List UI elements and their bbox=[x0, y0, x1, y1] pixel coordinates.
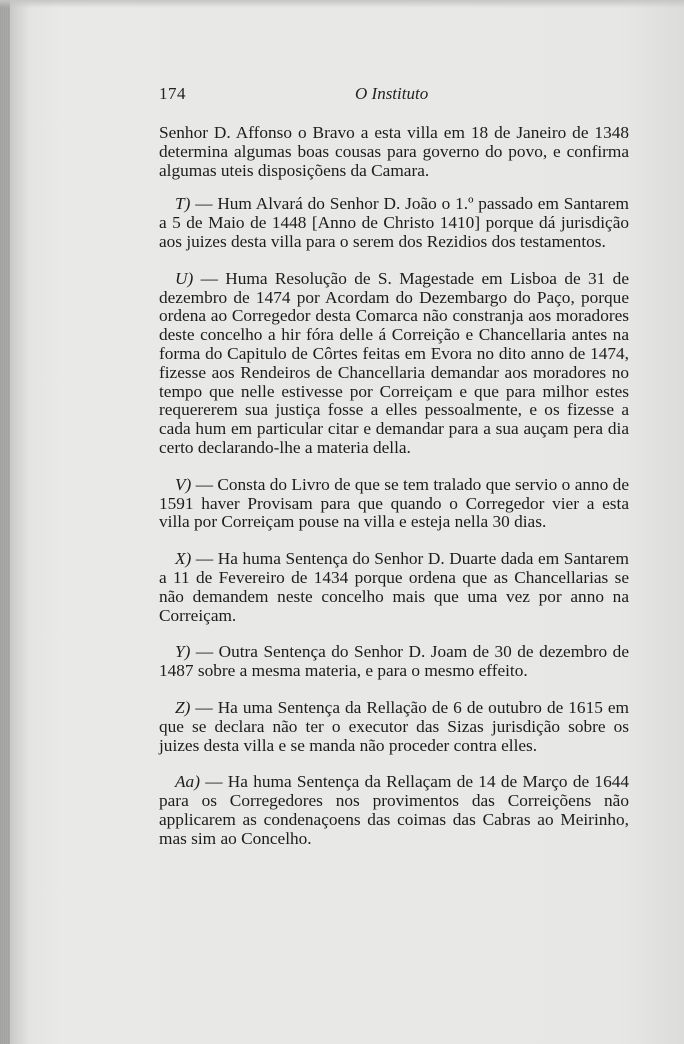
paragraph-u bbox=[159, 270, 629, 458]
paragraph-z bbox=[159, 699, 629, 755]
paragraph-text: — Ha huma Sentença da Rellaçam de 14 de Março de 1644 para os Corregedores nos provimentos das Correiçõens não applicarem as condenaçoens das coimas das Cabras ao Meirinho, mas sim ao Concelho. bbox=[159, 772, 629, 848]
paragraph-label: T) bbox=[175, 194, 191, 214]
paragraph-label: Y) bbox=[175, 642, 191, 662]
paragraph-text: — Huma Resolução de S. Magestade em Lisboa de 31 de dezembro de 1474 por Acordam do Dezembargo do Paço, porque ordena ao Corregedor desta Comarca não constranja aos moradores deste concelho a hir fóra delle á Correição e Chancellaria antes na forma do Capitulo de Côrtes feitas em Evora no dito anno de 1474, fizesse aos Rendeiros de Chancellaria demandar aos moradores no tempo que nelle estivesse por Correiçam e que para milhor estes requererem sua justiça fosse a elles pessoalmente, e os fizesse a cada hum em particular citar e demandar para a sua auçam pera dia certo declarando-lhe a materia della. bbox=[159, 268, 629, 457]
body-text bbox=[159, 124, 629, 849]
page-top-shadow bbox=[0, 0, 684, 8]
paragraph-label: U) bbox=[175, 268, 194, 288]
paragraph-y bbox=[159, 643, 629, 681]
page-header bbox=[159, 84, 629, 110]
paragraph-label: Z) bbox=[175, 697, 191, 717]
running-head: O Instituto bbox=[355, 84, 429, 103]
paragraph-label: V) bbox=[175, 474, 192, 494]
paragraph-text: Senhor D. Affonso o Bravo a esta villa em 18 de Janeiro de 1348 determina algumas boas cousas para governo do povo, e confirma algumas uteis disposiçõens da Camara. bbox=[159, 123, 629, 180]
paragraph-label: Aa) bbox=[175, 772, 200, 792]
page-number: 174 bbox=[159, 84, 186, 103]
page-binding-edge bbox=[0, 0, 10, 1044]
paragraph-text: — Ha uma Sentença da Rellação de 6 de outubro de 1615 em que se declara não ter o executor das Sizas jurisdição sobre os juizes desta villa e se manda não proceder contra elles. bbox=[159, 697, 629, 755]
paragraph-label: X) bbox=[175, 549, 192, 569]
paragraph-x bbox=[159, 550, 629, 625]
paragraph-v bbox=[159, 476, 629, 532]
paragraph-continuation bbox=[159, 124, 629, 180]
paragraph-text: — Ha huma Sentença do Senhor D. Duarte dada em Santarem a 11 de Fevereiro de 1434 porque ordena que as Chancellarias se não demandem neste concelho mais que uma vez por anno na Correiçam. bbox=[159, 549, 629, 625]
paragraph-text: — Hum Alvará do Senhor D. João o 1.º passado em Santarem a 5 de Maio de 1448 [Anno de Christo 1410] porque dá jurisdição aos juizes desta villa para o serem dos Rezidios dos testamentos. bbox=[159, 194, 629, 251]
paragraph-t bbox=[159, 195, 629, 251]
paragraph-text: — Outra Sentença do Senhor D. Joam de 30 de dezembro de 1487 sobre a mesma materia, e para o mesmo effeito. bbox=[159, 642, 629, 681]
paragraph-aa bbox=[159, 773, 629, 848]
paragraph-text: — Consta do Livro de que se tem tralado que servio o anno de 1591 haver Provisam para que quando o Corregedor vier a esta villa por Correiçam pouse na villa e esteja nella 30 dias. bbox=[159, 474, 629, 532]
